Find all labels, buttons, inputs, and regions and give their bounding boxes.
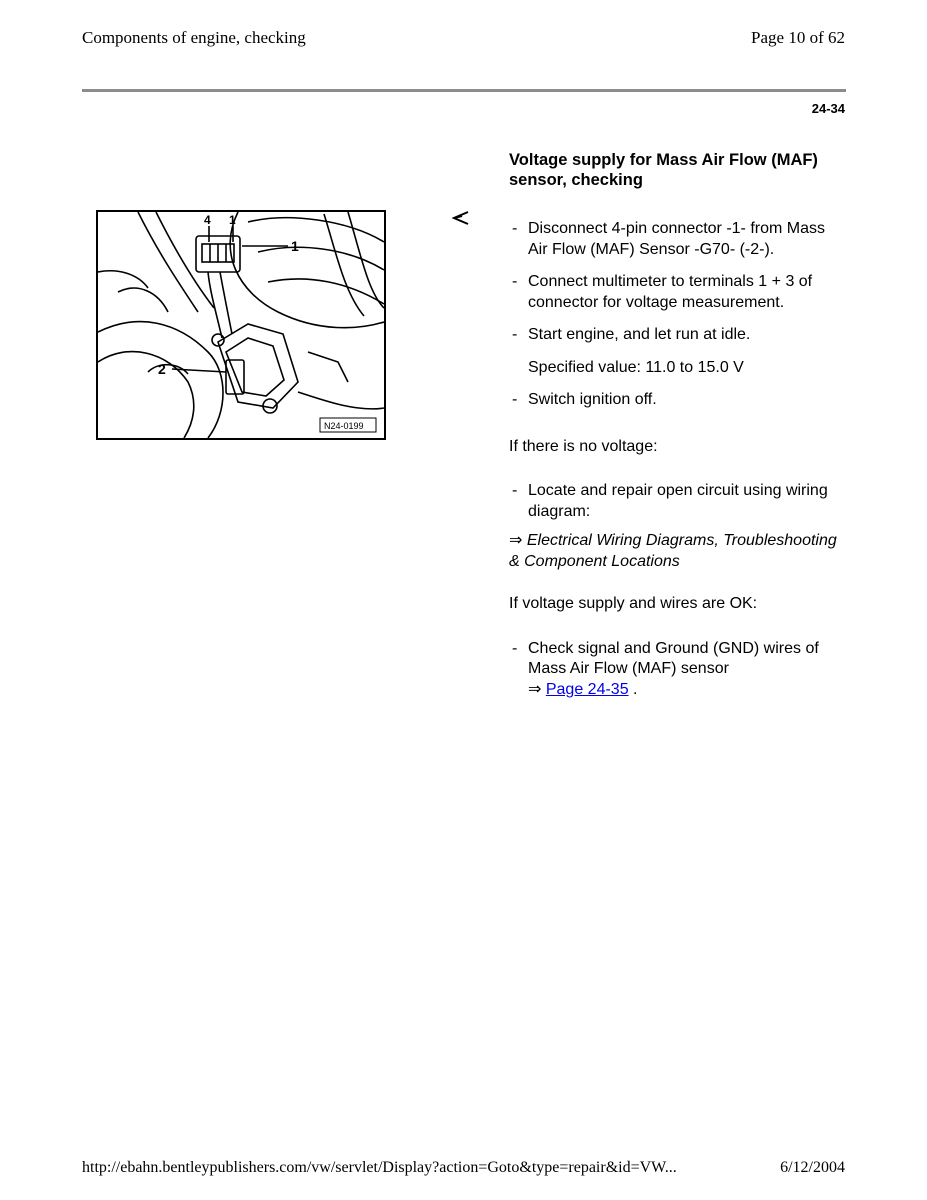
page-24-35-link[interactable]: Page 24-35 xyxy=(545,680,629,698)
no-voltage-text: If there is no voltage: xyxy=(509,437,658,455)
maf-sensor-figure xyxy=(96,210,386,440)
step-connect-multimeter xyxy=(509,272,839,313)
figure-id: N24-0199 xyxy=(324,421,364,431)
ref-text: Electrical Wiring Diagrams, Troubleshooting & Component Locations xyxy=(509,532,837,570)
step-text: Disconnect 4-pin connector -1- from Mass Air Flow (MAF) Sensor -G70- (-2-). xyxy=(528,220,825,258)
callout-4: 4 xyxy=(204,213,211,227)
step-ignition-off xyxy=(509,390,839,411)
ref-arrow: ⇒ xyxy=(509,532,523,549)
callout-2: 2 xyxy=(158,361,166,377)
step-dash: - xyxy=(512,220,518,237)
step-dash: - xyxy=(512,391,518,408)
step-dash: - xyxy=(512,639,518,657)
step-dash: - xyxy=(512,273,518,290)
step-locate-repair xyxy=(509,481,839,522)
callout-1: 1 xyxy=(291,238,299,254)
step-text: Check signal and Ground (GND) wires of Mass Air Flow (MAF) sensor xyxy=(528,639,819,677)
footer-url: http://ebahn.bentleypublishers.com/vw/servlet/Display?action=Goto&type=repair&id=VW... xyxy=(82,1159,677,1176)
pointer-arrow-icon xyxy=(452,210,470,231)
specified-value: Specified value: 11.0 to 15.0 V xyxy=(528,358,744,376)
page-number: Page 10 of 62 xyxy=(751,28,845,47)
footer-date: 6/12/2004 xyxy=(780,1159,845,1176)
step-dash: - xyxy=(512,482,518,499)
procedure-text xyxy=(509,219,839,712)
wiring-diagram-reference xyxy=(509,531,839,572)
ok-text: If voltage supply and wires are OK: xyxy=(509,595,758,612)
step-dash: - xyxy=(512,326,518,343)
step-start-engine xyxy=(509,325,839,346)
step-text: Switch ignition off. xyxy=(528,391,657,408)
section-heading: Voltage supply for Mass Air Flow (MAF) sensor, checking xyxy=(509,151,818,189)
engine-line-drawing xyxy=(98,212,384,438)
callout-1-top: 1 xyxy=(229,213,236,227)
step-text: Locate and repair open circuit using wiring diagram: xyxy=(528,482,828,520)
step-end: . xyxy=(633,680,638,698)
step-disconnect xyxy=(509,219,839,260)
link-arrow: ⇒ xyxy=(528,680,542,698)
page-reference: 24-34 xyxy=(811,101,845,116)
header-rule xyxy=(82,89,846,92)
step-text: Connect multimeter to terminals 1 + 3 of connector for voltage measurement. xyxy=(528,273,813,311)
step-text: Start engine, and let run at idle. xyxy=(528,326,751,343)
header-title: Components of engine, checking xyxy=(82,28,306,47)
step-check-signal xyxy=(509,639,839,701)
